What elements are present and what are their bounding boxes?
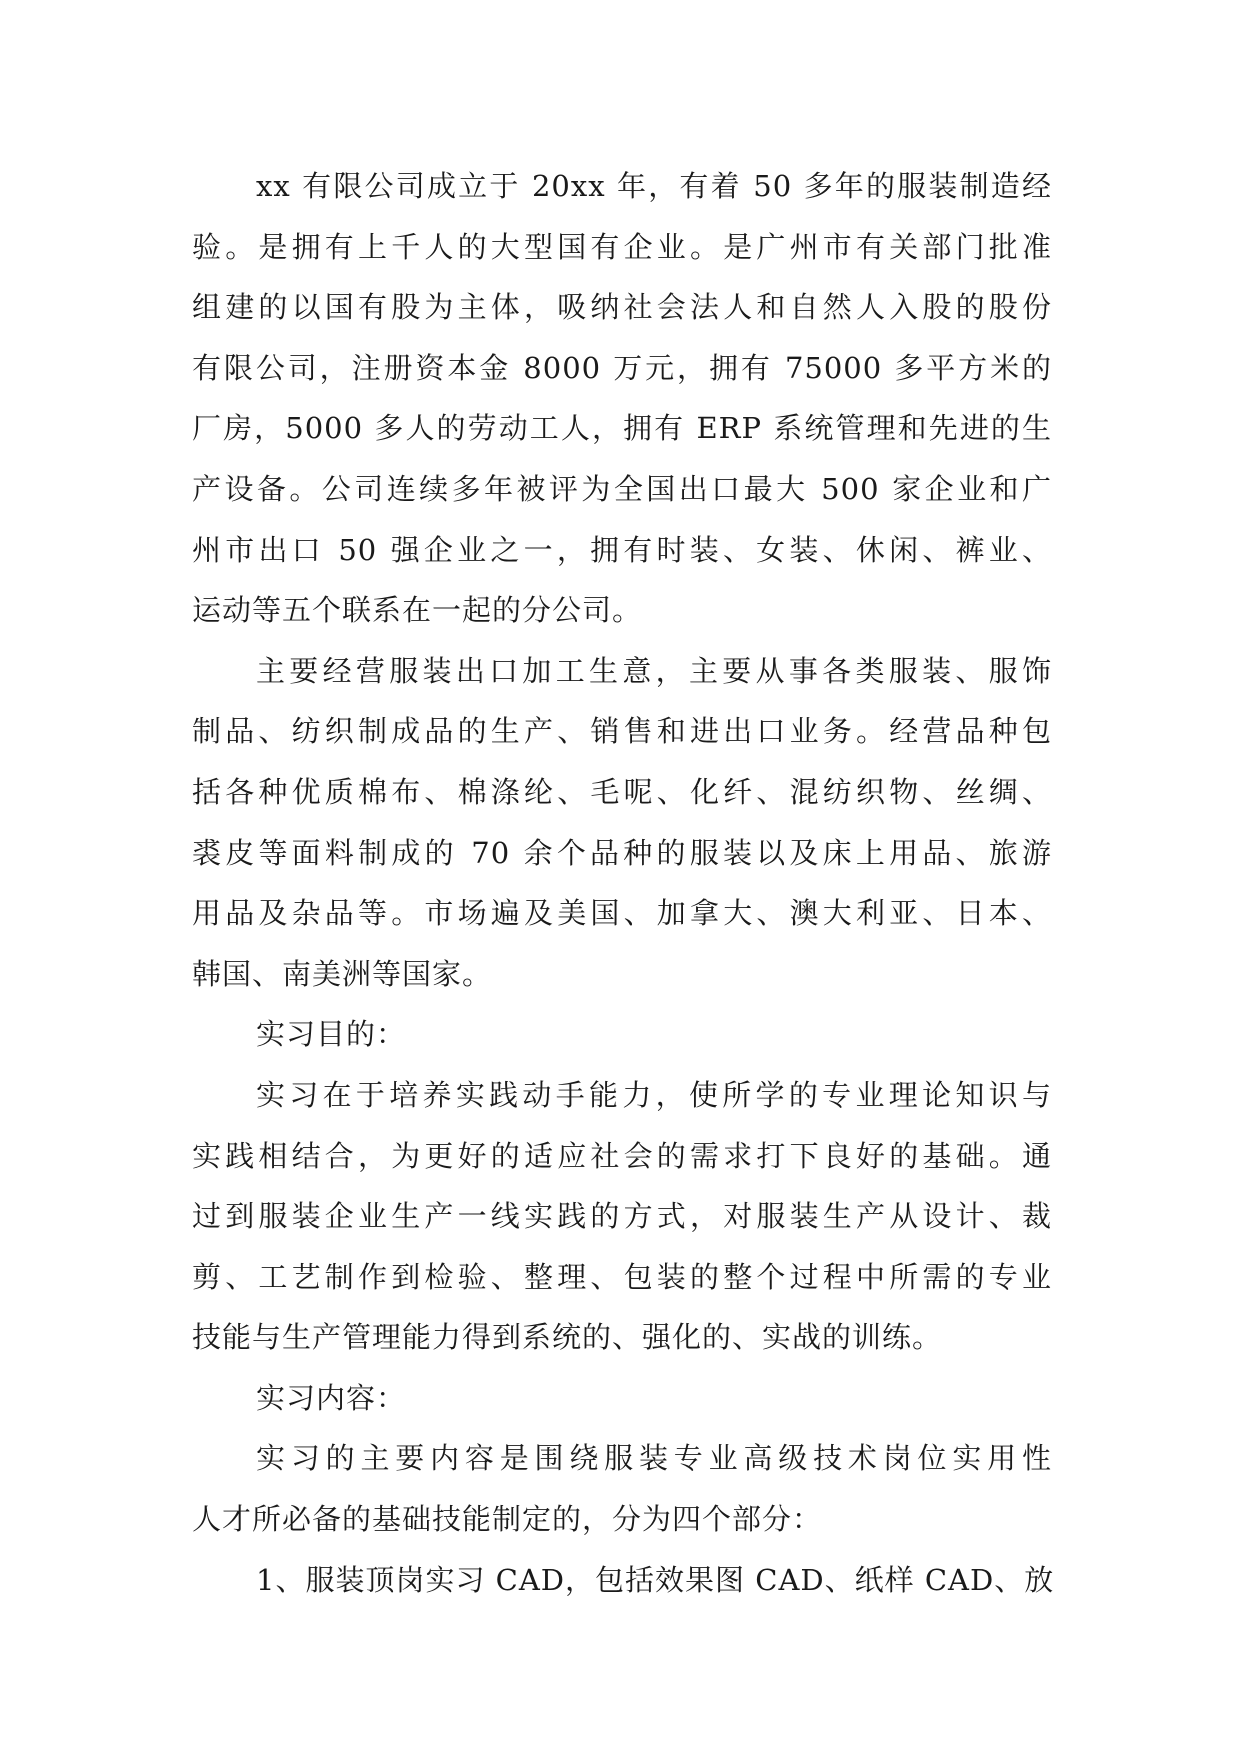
text-line: xx 有限公司成立于 20xx 年，有着 50 多年的服装制造经 (256, 169, 1052, 203)
text-line: 实习目的： (256, 1017, 407, 1052)
text-line: 括各种优质棉布、棉涤纶、毛呢、化纤、混纺织物、丝绸、 (192, 774, 1052, 809)
text-line: 1、服装顶岗实习 CAD，包括效果图 CAD、纸样 CAD、放 (256, 1562, 1055, 1597)
text-line: 技能与生产管理能力得到系统的、强化的、实战的训练。 (192, 1320, 943, 1355)
document-body (192, 156, 1055, 1610)
text-line: 过到服装企业生产一线实践的方式，对服装生产从设计、裁 (192, 1199, 1052, 1234)
text-line: 韩国、南美洲等国家。 (192, 956, 493, 991)
text-line: 裘皮等面料制成的 70 余个品种的服装以及床上用品、旅游 (192, 835, 1052, 870)
text-line: 剪、工艺制作到检验、整理、包装的整个过程中所需的专业 (192, 1259, 1052, 1294)
text-line: 产设备。公司连续多年被评为全国出口最大 500 家企业和广 (192, 471, 1052, 506)
text-line: 厂房，5000 多人的劳动工人，拥有 ERP 系统管理和先进的生 (192, 411, 1052, 446)
text-line: 制品、纺织制成品的生产、销售和进出口业务。经营品种包 (192, 714, 1052, 749)
text-line: 验。是拥有上千人的大型国有企业。是广州市有关部门批准 (192, 229, 1052, 264)
text-line: 有限公司，注册资本金 8000 万元，拥有 75000 多平方米的 (192, 350, 1052, 385)
text-line: 实践相结合，为更好的适应社会的需求打下良好的基础。通 (192, 1138, 1052, 1173)
text-line: 主要经营服装出口加工生意，主要从事各类服装、服饰 (256, 653, 1052, 688)
text-line: 实习的主要内容是围绕服装专业高级技术岗位实用性 (256, 1441, 1052, 1476)
text-line: 州市出口 50 强企业之一，拥有时装、女装、休闲、裤业、 (192, 532, 1052, 567)
text-line: 组建的以国有股为主体，吸纳社会法人和自然人入股的股份 (192, 290, 1052, 325)
text-line: 运动等五个联系在一起的分公司。 (192, 593, 643, 628)
text-line: 实习在于培养实践动手能力，使所学的专业理论知识与 (256, 1077, 1052, 1112)
text-line: 人才所必备的基础技能制定的，分为四个部分： (192, 1502, 823, 1537)
text-line: 实习内容： (256, 1380, 407, 1415)
text-line: 用品及杂品等。市场遍及美国、加拿大、澳大利亚、日本、 (192, 896, 1052, 931)
